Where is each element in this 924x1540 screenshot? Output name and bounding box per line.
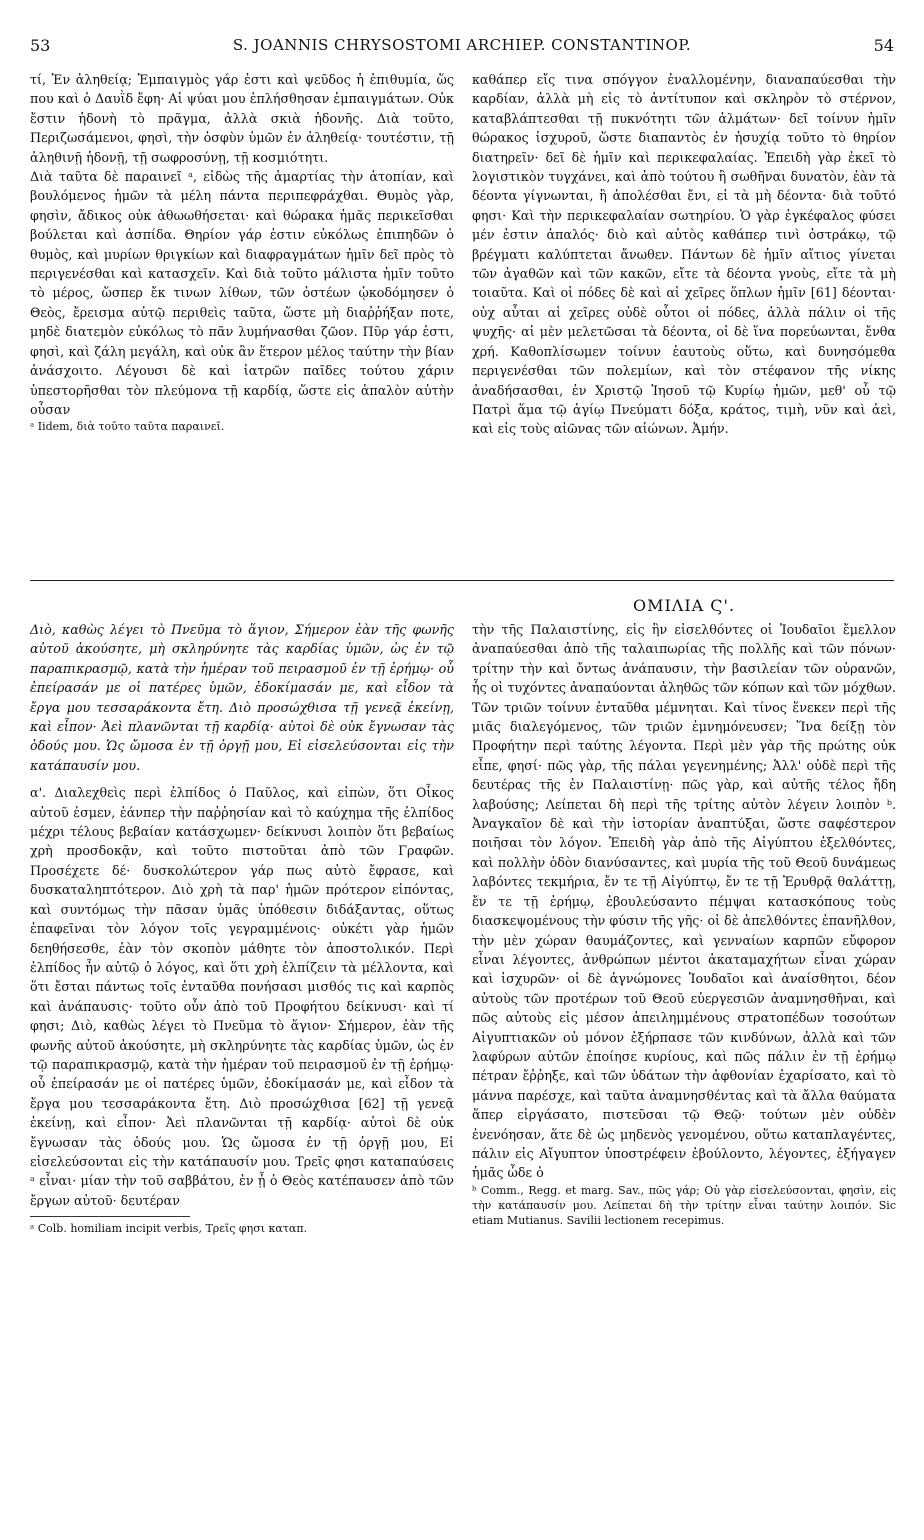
bottom-left-column: [30, 620, 454, 1237]
footnote-rule: [30, 1216, 190, 1217]
right-page-number: 54: [873, 36, 894, 55]
running-title: S. JOANNIS CHRYSOSTOMI ARCHIEP. CONSTANTINOP.: [232, 36, 692, 54]
homily-heading: ΟΜΙΛΙΑ Ϛ'.: [632, 596, 736, 615]
paragraph: Διὰ ταῦτα δὲ παραινεῖ ᵃ, εἰδὼς τῆς ἁμαρτίας τὴν ἀτοπίαν, καὶ βουλόμενος ἡμῶν τὰ μέλη πάντα περιπεφράχθαι. Θυμὸς γὰρ, φησὶν, ἄδικος οὐκ ἀθωωθήσεται· καὶ θώρακα ἡμᾶς περικεῖσθαι βούλεται καὶ ἀσπίδα. Θηρίον γάρ ἐστιν εὐκόλως ἐπιπηδῶν ὁ θυμὸς, καὶ μυρίων θριγκίων καὶ διαφραγμάτων ἡμῖν δεῖ πρὸς τὸ περιγενέσθαι καὶ κατασχεῖν. Καὶ διὰ τοῦτο μάλιστα ἡμῖν τοῦτο τὸ μέρος, ὥσπερ ἔκ τινων λίθων, τῶν ὀστέων ᾠκοδόμησεν ὁ Θεὸς, ἔρεισμα αὐτῷ περιθεὶς ταῦτα, ὥστε μὴ διαῤῥήξαν ποτε, μηδὲ διατεμὸν εὐκόλως τὸ πᾶν λυμήνασθαι ζῶον. Πῦρ γάρ ἐστι, φησὶ, καὶ ζάλη μεγάλη, καὶ οὐκ ἂν ἕτερον μέλος ταύτην τὴν βίαν ἀνάσχοιτο. Λέγουσι δὲ καὶ ἰατρῶν παῖδες τούτου χάριν ὑπεστορῆσθαι τὸν πλεύμονα τῇ καρδίᾳ, ὥστε εἰς ἁπαλὸν αὐτὴν οὖσαν: [30, 169, 454, 417]
paragraph: τὴν τῆς Παλαιστίνης, εἰς ἣν εἰσελθόντες οἱ Ἰουδαῖοι ἔμελλον ἀναπαύεσθαι ἀπὸ τῆς ταλαιπωρίας τῆς πολλῆς καὶ τῶν πόνων· τρίτην τὴν καὶ ὄντως ἀνάπαυσιν, τὴν βασιλείαν τῶν οὐρανῶν, ἧς οἱ τυχόντες ἀναπαύονται ἀληθῶς τῶν κόπων καὶ τῶν μόχθων. Τῶν τριῶν τοίνυν ἐνταῦθα μέμνηται. Καὶ τίνος ἕνεκεν περὶ τῆς μιᾶς διαλεγόμενος, τῶν τριῶν ἐμνημόνευσεν; Ἵνα δείξῃ τὸν Προφήτην περὶ ταύτης λέγοντα. Περὶ μὲν γὰρ τῆς πρώτης οὐκ εἶπε, φησί· πῶς γὰρ, τῆς πάλαι γεγενημένης; Ἀλλ' οὐδὲ περὶ τῆς δευτέρας τῆς ἐν Παλαιστίνῃ· πῶς γὰρ, καὶ αὐτῆς τέλος ἤδη λαβούσης; Λείπεται δὴ περὶ τῆς τρίτης αὐτὸν λέγειν λοιπὸν ᵇ. Ἀναγκαῖον δὲ καὶ τὴν ἱστορίαν ἀναπτύξαι, ὥστε σαφέστερον ποιῆσαι τὸν λόγον. Ἐπειδὴ γὰρ ἀπὸ τῆς Αἰγύπτου ἐξελθόντες, καὶ πολλὴν ὁδὸν διανύσαντες, καὶ μυρία τῆς τοῦ Θεοῦ δυνάμεως λαβόντες τεκμήρια, ἔν τε τῇ Αἰγύπτῳ, ἔν τε τῇ Ἐρυθρᾷ θαλάττῃ, ἔν τε τῇ ἐρήμῳ, ἐβουλεύσαντο πέμψαι κατασκόπους τοὺς διασκεψομένους τὴν φύσιν τῆς γῆς· οἱ δὲ ἀπελθόντες ἐπανῆλθον, τὴν μὲν χώραν θαυμάζοντες, καὶ γενναίων καρπῶν εὔφορον εἶναι λέγοντες, ἀνθρώπων μέντοι ἀκαταμαχήτων εἶναι χώραν καὶ ἰσχυρῶν· οἱ δὲ ἀγνώμονες Ἰουδαῖοι καὶ ἀναίσθητοι, δέον αὐτοὺς τῶν προτέρων τοῦ Θεοῦ εὐεργεσιῶν ἀναμνησθῆναι, καὶ πῶς αὐτοὺς εἰς μέσον ἀπειλημμένους στρατοπέδων τοσούτων Αἰγυπτιακῶν οὐ μόνον ἐξήρπασε τῶν κινδύνων, ἀλλὰ καὶ τῶν λαφύρων αὐτῶν ἐποίησε κυρίους, καὶ πῶς πάλιν ἐν τῇ ἐρήμῳ πέτραν ἔῤῥηξε, καὶ τῶν ὑδάτων τὴν ἀφθονίαν ἐχαρίσατο, καὶ τὸ μάννα παρέσχε, καὶ ταῦτα ἀναμνησθέντας καὶ τὰ ἄλλα θαύματα ἅπερ εἰργάσατο, πιστεῦσαι τῷ Θεῷ· τούτων μὲν οὐδὲν ἐνενόησαν, ἅτε δὲ ὡς μηδενὸς γενομένου, οὕτω καταπλαγέντες, πάλιν εἰς Αἴγυπτον ὑποστρέφειν ἐβούλοντο, λέγοντες, ἐξήγαγεν ἡμᾶς ὧδε ὁ: [472, 622, 896, 1181]
paragraph: καθάπερ εἴς τινα σπόγγον ἐναλλομένην, διαναπαύεσθαι τὴν καρδίαν, ἀλλὰ μὴ εἰς τὸ ἀντίτυπον καὶ σκληρὸν τὸ στέρνον, καταβλάπτεσθαι τῇ πυκνότητι τῶν ἁλμάτων· δεῖ τοίνυν ἡμῖν θώρακος ἰσχυροῦ, ὥστε διαπαντὸς ἐν ἡσυχίᾳ τοῦτο τὸ θηρίον διατηρεῖν· δεῖ δὲ ἡμῖν καὶ περικεφαλαίας. Ἐπειδὴ γὰρ ἐκεῖ τὸ λογιστικὸν τυγχάνει, καὶ ἀπὸ τούτου ἢ σωθῆναι δυνατὸν, ἐὰν τὰ δέοντα γίγνωνται, ἢ ἀπολέσθαι ἔνι, εἰ τὰ μὴ δέοντα· διὰ τοῦτό φησι· Καὶ τὴν περικεφαλαίαν σωτηρίου. Ὁ γὰρ ἐγκέφαλος φύσει μέν ἐστιν ἁπαλός· διὸ καὶ αὐτὸς καθάπερ τινὶ ὀστράκῳ, τῷ βρέγματι καλύπτεται ἄνωθεν. Πάντων δὲ ἡμῖν αἴτιος γίνεται τῶν ἀγαθῶν καὶ τῶν κακῶν, εἴτε τὰ δέοντα γνοὺς, εἴτε τὰ μὴ τοιαῦτα. Καὶ οἱ πόδες δὲ καὶ αἱ χεῖρες ὅπλων ἡμῖν [61] δέονται· οὐχ αὗται αἱ χεῖρες οὐδὲ οὗτοι οἱ πόδες, ἀλλὰ πάλιν οἱ τῆς ψυχῆς· αἱ μὲν μελετῶσαι τὰ δέοντα, οἱ δὲ ἵνα πορεύωνται, ἔνθα χρή. Καθοπλίσωμεν τοίνυν ἑαυτοὺς οὕτω, καὶ δυνησόμεθα περιγενέσθαι τῶν πολεμίων, καὶ τὸν στέφανον τῆς νίκης ἀναδήσασθαι, ἐν Χριστῷ Ἰησοῦ τῷ Κυρίῳ ἡμῶν, μεθ' οὗ τῷ Πατρὶ ἅμα τῷ ἁγίῳ Πνεύματι δόξα, κράτος, τιμὴ, νῦν καὶ ἀεὶ, καὶ εἰς τοὺς αἰῶνας τῶν αἰώνων. Ἀμήν.: [472, 72, 896, 437]
top-right-column: [472, 70, 896, 439]
paragraph: τί, Ἐν ἀληθείᾳ; Ἐμπαιγμὸς γάρ ἐστι καὶ ψεῦδος ἡ ἐπιθυμία, ὥς που καὶ ὁ Δαυῒδ ἔφη· Αἱ ψύαι μου ἐπλήσθησαν ἐμπαιγμάτων. Οὐκ ἔστιν ἡδονὴ τὸ πρᾶγμα, ἀλλὰ σκιὰ ἡδονῆς. Διὰ τοῦτο, Περιζωσάμενοι, φησὶ, τὴν ὀσφὺν ὑμῶν ἐν ἀληθείᾳ· τουτέστιν, τῇ ἀληθινῇ ἡδονῇ, τῇ σωφροσύνῃ, τῇ κοσμιότητι.: [30, 72, 454, 165]
footnote: ᵃ Iidem, διὰ τοῦτο ταῦτα παραινεῖ.: [30, 420, 225, 434]
page-header: [30, 36, 894, 60]
scripture-quote: Διὸ, καθὼς λέγει τὸ Πνεῦμα τὸ ἅγιον, Σήμερον ἐὰν τῆς φωνῆς αὐτοῦ ἀκούσητε, μὴ σκληρύνητε τὰς καρδίας ὑμῶν, ὡς ἐν τῷ παραπικρασμῷ, κατὰ τὴν ἡμέραν τοῦ πειρασμοῦ ἐν τῇ ἐρήμῳ· οὗ ἐπείρασάν με οἱ πατέρες ὑμῶν, ἐδοκίμασάν με, καὶ εἶδον τὰ ἔργα μου τεσσαράκοντα ἔτη. Διὸ προσώχθισα τῇ γενεᾷ ἐκείνῃ, καὶ εἶπον· Ἀεὶ πλανῶνται τῇ καρδίᾳ· αὐτοὶ δὲ οὐκ ἔγνωσαν τὰς ὁδούς μου. Ὡς ὤμοσα ἐν τῇ ὀργῇ μου, Εἰ εἰσελεύσονται εἰς τὴν κατάπαυσίν μου.: [30, 622, 454, 773]
section-divider: [30, 580, 894, 581]
spacer: [30, 775, 454, 783]
footnote: ᵃ Colb. homiliam incipit verbis, Τρεῖς φησι καταπ.: [30, 1222, 308, 1236]
top-left-column: [30, 70, 454, 435]
left-page-number: 53: [30, 36, 51, 55]
footnote: ᵇ Comm., Regg. et marg. Sav., πῶς γάρ; Οὐ γὰρ εἰσελεύσονται, φησὶν, εἰς τὴν κατάπαυσίν μου. Λείπεται δὴ τὴν τρίτην εἶναι ταύτην λοιπόν. Sic etiam Mutianus. Savilii lectionem recepimus.: [472, 1183, 896, 1227]
bottom-right-column: [472, 620, 896, 1228]
paragraph: α'. Διαλεχθεὶς περὶ ἐλπίδος ὁ Παῦλος, καὶ εἰπὼν, ὅτι Οἶκος αὐτοῦ ἐσμεν, ἐάνπερ τὴν παῤῥησίαν καὶ τὸ καύχημα τῆς ἐλπίδος μέχρι τέλους βεβαίαν κατάσχωμεν· δείκνυσι λοιπὸν ὅτι βεβαίως χρὴ προσδοκᾷν, καὶ τοῦτο πιστοῦται ἀπὸ τῶν Γραφῶν. Προσέχετε δέ· δυσκολώτερον γάρ πως αὐτὸ ἔφρασε, καὶ δυσκαταληπτότερον. Διὸ χρὴ τὰ παρ' ἡμῶν πρότερον εἰπόντας, καὶ συντόμως τὴν πᾶσαν ὑμᾶς ὑπόθεσιν διδάξαντας, οὕτως ἐπαφεῖναι τὸν λόγον τοῖς γεγραμμένοις· οὐκέτι γὰρ ἡμῶν δεηθήσεσθε, ἐὰν τὸν σκοπὸν μάθητε τὸν ἀποστολικόν. Περὶ ἐλπίδος ἦν αὐτῷ ὁ λόγος, καὶ ὅτι χρὴ ἐλπίζειν τὰ μέλλοντα, καὶ ὅτι ἔσται πάντως τοῖς ἐνταῦθα πονήσασι μισθός τις καὶ καρπὸς καὶ ἀνάπαυσις· τοῦτο οὖν ἀπὸ τοῦ Προφήτου δείκνυσι· καὶ τί φησι; Διὸ, καθὼς λέγει τὸ Πνεῦμα τὸ ἅγιον· Σήμερον, ἐὰν τῆς φωνῆς αὐτοῦ ἀκούσητε, μὴ σκληρύνητε τὰς καρδίας ὑμῶν, ὡς ἐν τῷ παραπικρασμῷ, κατὰ τὴν ἡμέραν τοῦ πειρασμοῦ ἐν τῇ ἐρήμῳ· οὗ ἐπείρασάν με οἱ πατέρες ὑμῶν, ἐδοκίμασάν με, καὶ εἶδον τὰ ἔργα μου τεσσαράκοντα ἔτη. Διὸ προσώχθισα [62] τῇ γενεᾷ ἐκείνῃ, καὶ εἶπον· Ἀεὶ πλανῶνται τῇ καρδίᾳ· αὐτοὶ δὲ οὐκ ἔγνωσαν τὰς ὁδούς μου. Ὡς ὤμοσα ἐν τῇ ὀργῇ μου, Εἰ εἰσελεύσονται εἰς τὴν κατάπαυσίν μου. Τρεῖς φησι καταπαύσεις ᵃ εἶναι· μίαν τὴν τοῦ σαββάτου, ἐν ᾗ ὁ Θεὸς κατέπαυσεν ἀπὸ τῶν ἔργων αὐτοῦ· δευτέραν: [30, 785, 454, 1208]
